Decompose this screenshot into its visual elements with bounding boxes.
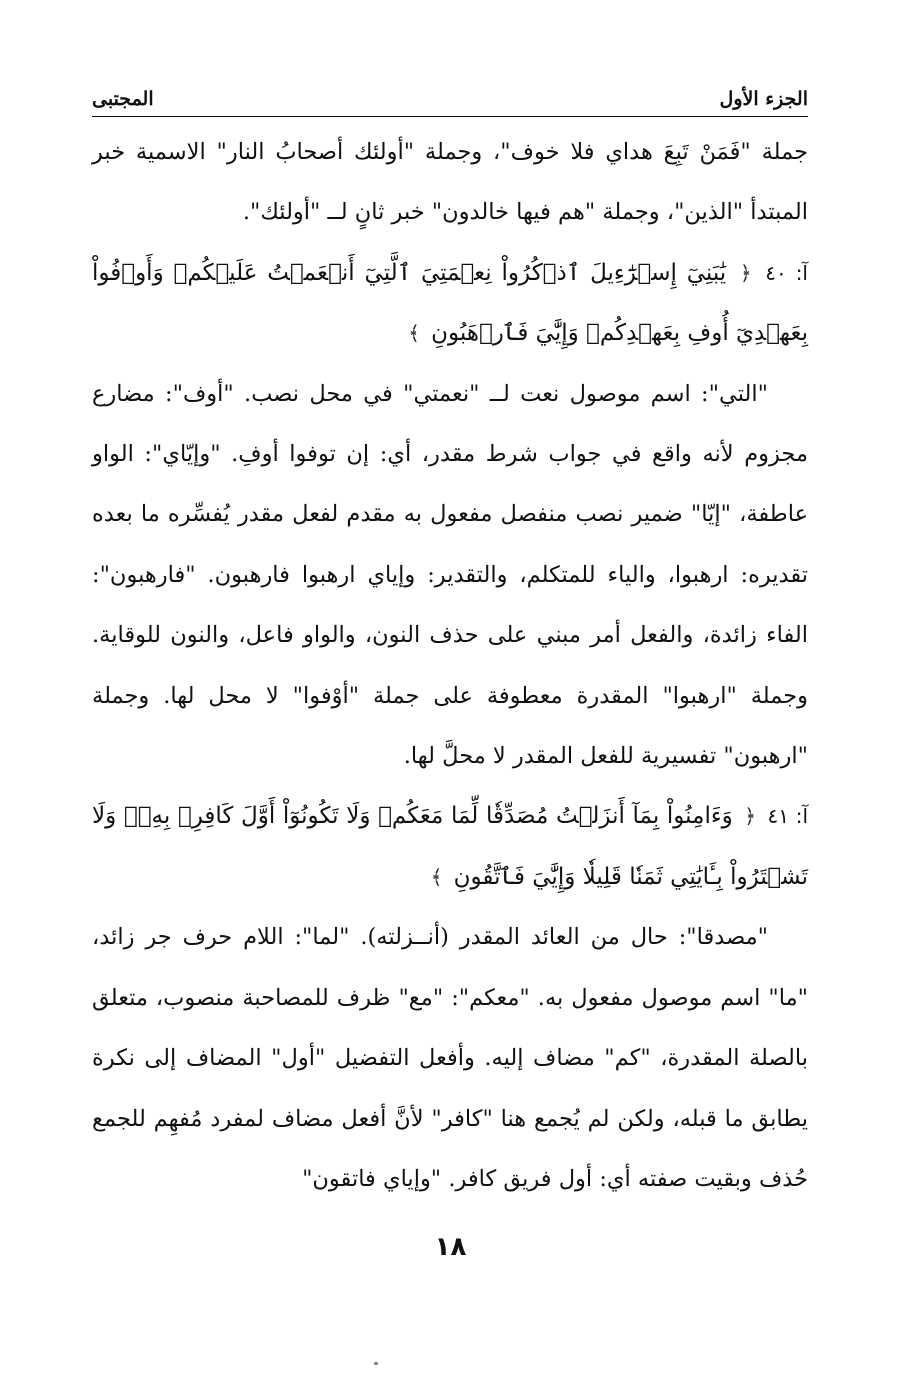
- paragraph-2: "التي": اسم موصول نعت لــ "نعمتي" في محل نصب. "أوف": مضارع مجزوم لأنه واقع في جواب شرط مقدر، أي: إن توفوا أوفِ. "وإيّاي": الواو عاطفة، "إيّا" ضمير نصب منفصل مفعول به مقدم لفعل مقدر يُفسِّره ما بعده تقديره: ارهبوا، والياء للمتكلم، والتقدير: وإياي ارهبوا فارهبون. "فارهبون": الفاء زائدة، والفعل أمر مبني على حذف النون، والواو فاعل، والنون للوقاية. وجملة "ارهبوا" المقدرة معطوفة على جملة "أوْفوا" لا محل لها. وجملة "ارهبون" تفسيرية للفعل المقدر لا محلَّ لها.: [92, 380, 808, 770]
- scan-speck: [374, 1362, 378, 1365]
- ornament-close-icon: ﴾: [430, 864, 443, 889]
- verse-40-text: يَٰبَنِيٓ إِسۡرَٰٓءِيلَ ٱذۡكُرُواْ نِعۡمَتِيَ ٱلَّتِيٓ أَنۡعَمۡتُ عَلَيۡكُمۡ وَأَوۡفُواْ بِعَهۡدِيٓ أُوفِ بِعَهۡدِكُمۡ وَإِيَّٰيَ فَٱرۡهَبُونِ: [92, 259, 808, 347]
- page-number: ١٨: [434, 1232, 467, 1262]
- verse-41: [92, 786, 808, 907]
- volume-title: الجزء الأول: [719, 88, 808, 110]
- page-header: [92, 88, 808, 114]
- verse-41-text: وَءَامِنُواْ بِمَآ أَنزَلۡتُ مُصَدِّقٗا لِّمَا مَعَكُمۡ وَلَا تَكُونُوٓاْ أَوَّلَ كَافِرِۭ بِهِۦۖ وَلَا تَشۡتَرُواْ بِـَٔايَٰتِي ثَمَنٗا قَلِيلٗا وَإِيَّٰيَ فَٱتَّقُونِ: [92, 803, 808, 890]
- ornament-open-icon: ﴿: [744, 804, 756, 829]
- ornament-open-icon: ﴿: [739, 260, 752, 285]
- page-content: [92, 122, 808, 1209]
- header-divider: [92, 116, 808, 117]
- paragraph-1: جملة "فَمَنْ تَبِعَ هداي فلا خوف"، وجملة "أولئك أصحابُ النار" الاسمية خبر المبتدأ "الذين"، وجملة "هم فيها خالدون" خبر ثانٍ لــ "أولئك".: [92, 139, 808, 226]
- ornament-close-icon: ﴾: [408, 321, 420, 346]
- book-title: المجتبى: [92, 88, 154, 110]
- verse-40: [92, 243, 808, 364]
- paragraph-3: "مصدقا": حال من العائد المقدر (أنــزلته). "لما": اللام حرف جر زائد، "ما" اسم موصول مفعول به. "معكم": "مع" ظرف للمصاحبة منصوب، متعلق بالصلة المقدرة، "كم" مضاف إليه. وأفعل التفضيل "أول" المضاف إلى نكرة يطابق ما قبله، ولكن لم يُجمع هنا "كافر" لأنَّ أفعل مضاف لمفرد مُفهِم للجمع حُذف وبقيت صفته أي: أول فريق كافر. "وإياي فاتقون": [92, 924, 808, 1192]
- verse-40-reference: آ: ٤٠: [765, 260, 808, 285]
- verse-41-reference: آ: ٤١: [767, 804, 809, 829]
